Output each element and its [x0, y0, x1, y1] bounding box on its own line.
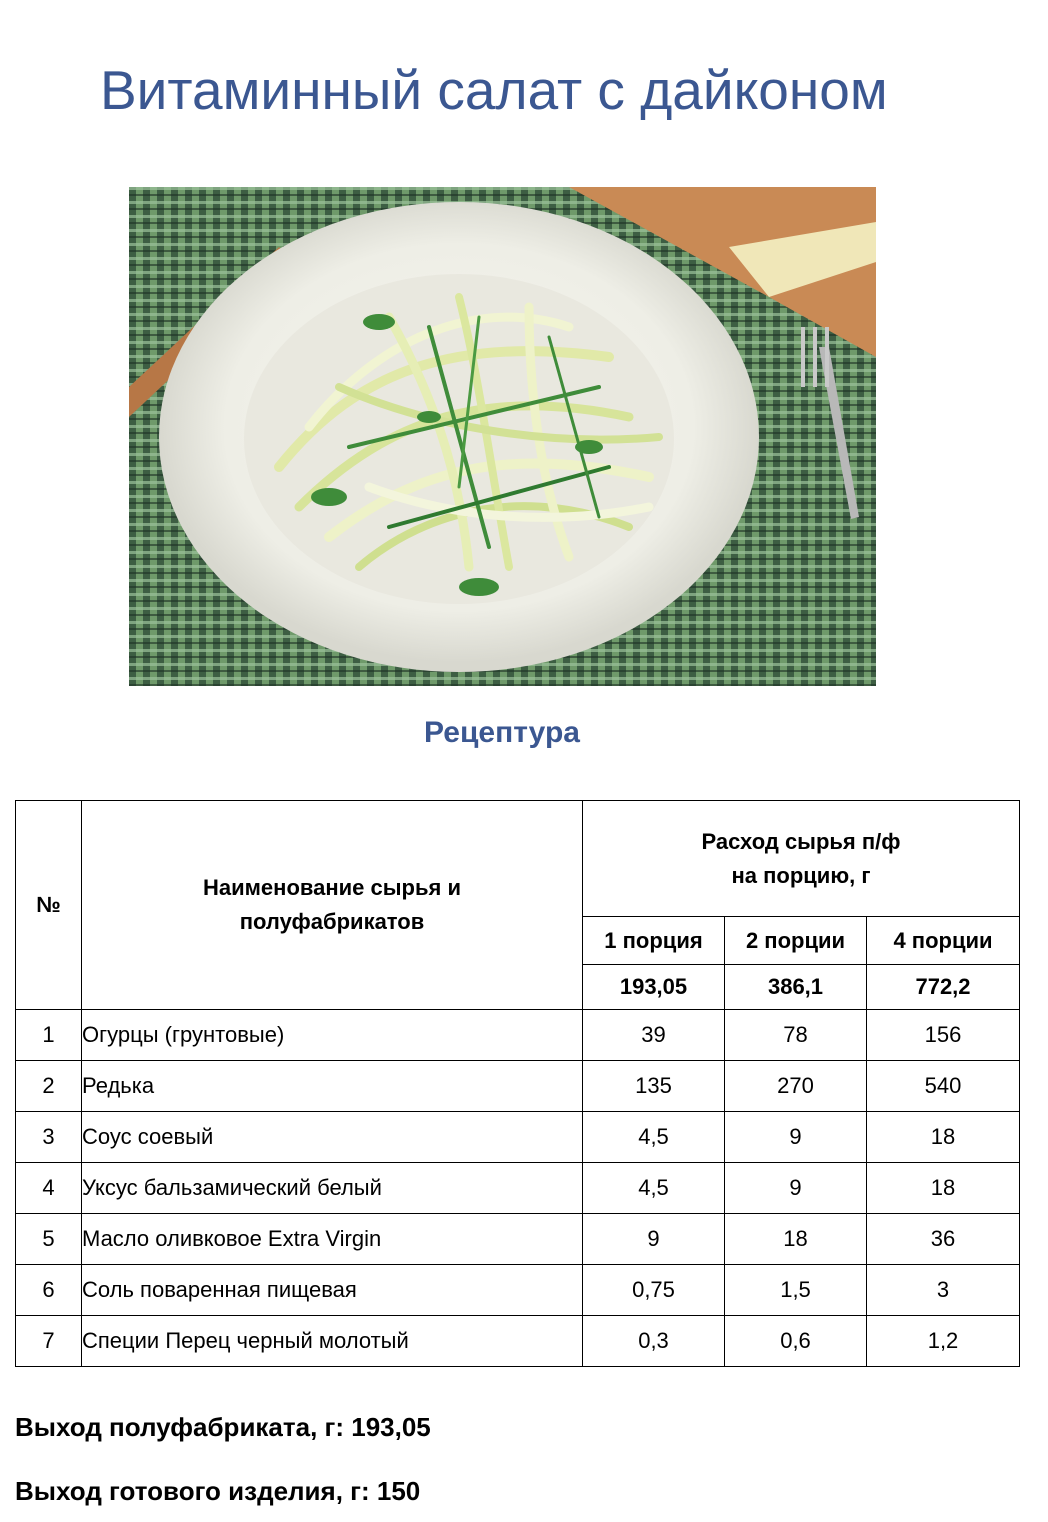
row-portion-1: 39	[583, 1010, 725, 1061]
row-ingredient: Редька	[82, 1061, 583, 1112]
page-title: Витаминный салат с дайконом	[100, 59, 888, 121]
row-portion-2: 9	[725, 1112, 867, 1163]
header-number: №	[16, 801, 82, 1010]
row-number: 7	[16, 1316, 82, 1367]
row-portion-2: 78	[725, 1010, 867, 1061]
table-row	[16, 1214, 1020, 1265]
row-portion-1: 135	[583, 1061, 725, 1112]
row-portion-2: 270	[725, 1061, 867, 1112]
row-number: 5	[16, 1214, 82, 1265]
header-consumption-line1: Расход сырья п/ф	[701, 828, 901, 854]
row-portion-4: 3	[867, 1265, 1020, 1316]
row-portion-4: 156	[867, 1010, 1020, 1061]
header-ingredient-name-text: Наименование сырья и полуфабрикатов	[203, 875, 461, 934]
row-ingredient: Соль поваренная пищевая	[82, 1265, 583, 1316]
row-ingredient: Огурцы (грунтовые)	[82, 1010, 583, 1061]
table-row	[16, 1316, 1020, 1367]
row-number: 4	[16, 1163, 82, 1214]
total-portion-2: 386,1	[725, 965, 867, 1010]
row-number: 2	[16, 1061, 82, 1112]
header-portion-4: 4 порции	[867, 917, 1020, 965]
header-consumption-line2: на порцию, г	[731, 862, 871, 888]
table-row	[16, 1265, 1020, 1316]
table-row	[16, 1061, 1020, 1112]
total-portion-1: 193,05	[583, 965, 725, 1010]
final-product-output: Выход готового изделия, г: 150	[15, 1476, 421, 1506]
row-portion-4: 1,2	[867, 1316, 1020, 1367]
row-portion-1: 0,75	[583, 1265, 725, 1316]
row-portion-1: 9	[583, 1214, 725, 1265]
recipe-table	[15, 800, 1020, 1367]
row-ingredient: Соус соевый	[82, 1112, 583, 1163]
row-portion-2: 0,6	[725, 1316, 867, 1367]
semi-product-output: Выход полуфабриката, г: 193,05	[15, 1412, 431, 1442]
table-row	[16, 1163, 1020, 1214]
row-portion-4: 18	[867, 1163, 1020, 1214]
row-portion-2: 9	[725, 1163, 867, 1214]
row-portion-1: 0,3	[583, 1316, 725, 1367]
header-consumption	[583, 801, 1020, 917]
row-portion-4: 36	[867, 1214, 1020, 1265]
header-portion-1: 1 порция	[583, 917, 725, 965]
row-ingredient: Специи Перец черный молотый	[82, 1316, 583, 1367]
row-portion-2: 18	[725, 1214, 867, 1265]
row-portion-1: 4,5	[583, 1163, 725, 1214]
row-ingredient: Уксус бальзамический белый	[82, 1163, 583, 1214]
row-portion-4: 18	[867, 1112, 1020, 1163]
section-subtitle: Рецептура	[424, 716, 580, 749]
row-number: 6	[16, 1265, 82, 1316]
total-portion-4: 772,2	[867, 965, 1020, 1010]
row-number: 3	[16, 1112, 82, 1163]
salad-photo	[129, 187, 876, 686]
row-number: 1	[16, 1010, 82, 1061]
row-portion-4: 540	[867, 1061, 1020, 1112]
table-row	[16, 1010, 1020, 1061]
header-ingredient-name	[82, 801, 583, 1010]
row-ingredient: Масло оливковое Extra Virgin	[82, 1214, 583, 1265]
row-portion-2: 1,5	[725, 1265, 867, 1316]
header-portion-2: 2 порции	[725, 917, 867, 965]
table-row	[16, 1112, 1020, 1163]
row-portion-1: 4,5	[583, 1112, 725, 1163]
